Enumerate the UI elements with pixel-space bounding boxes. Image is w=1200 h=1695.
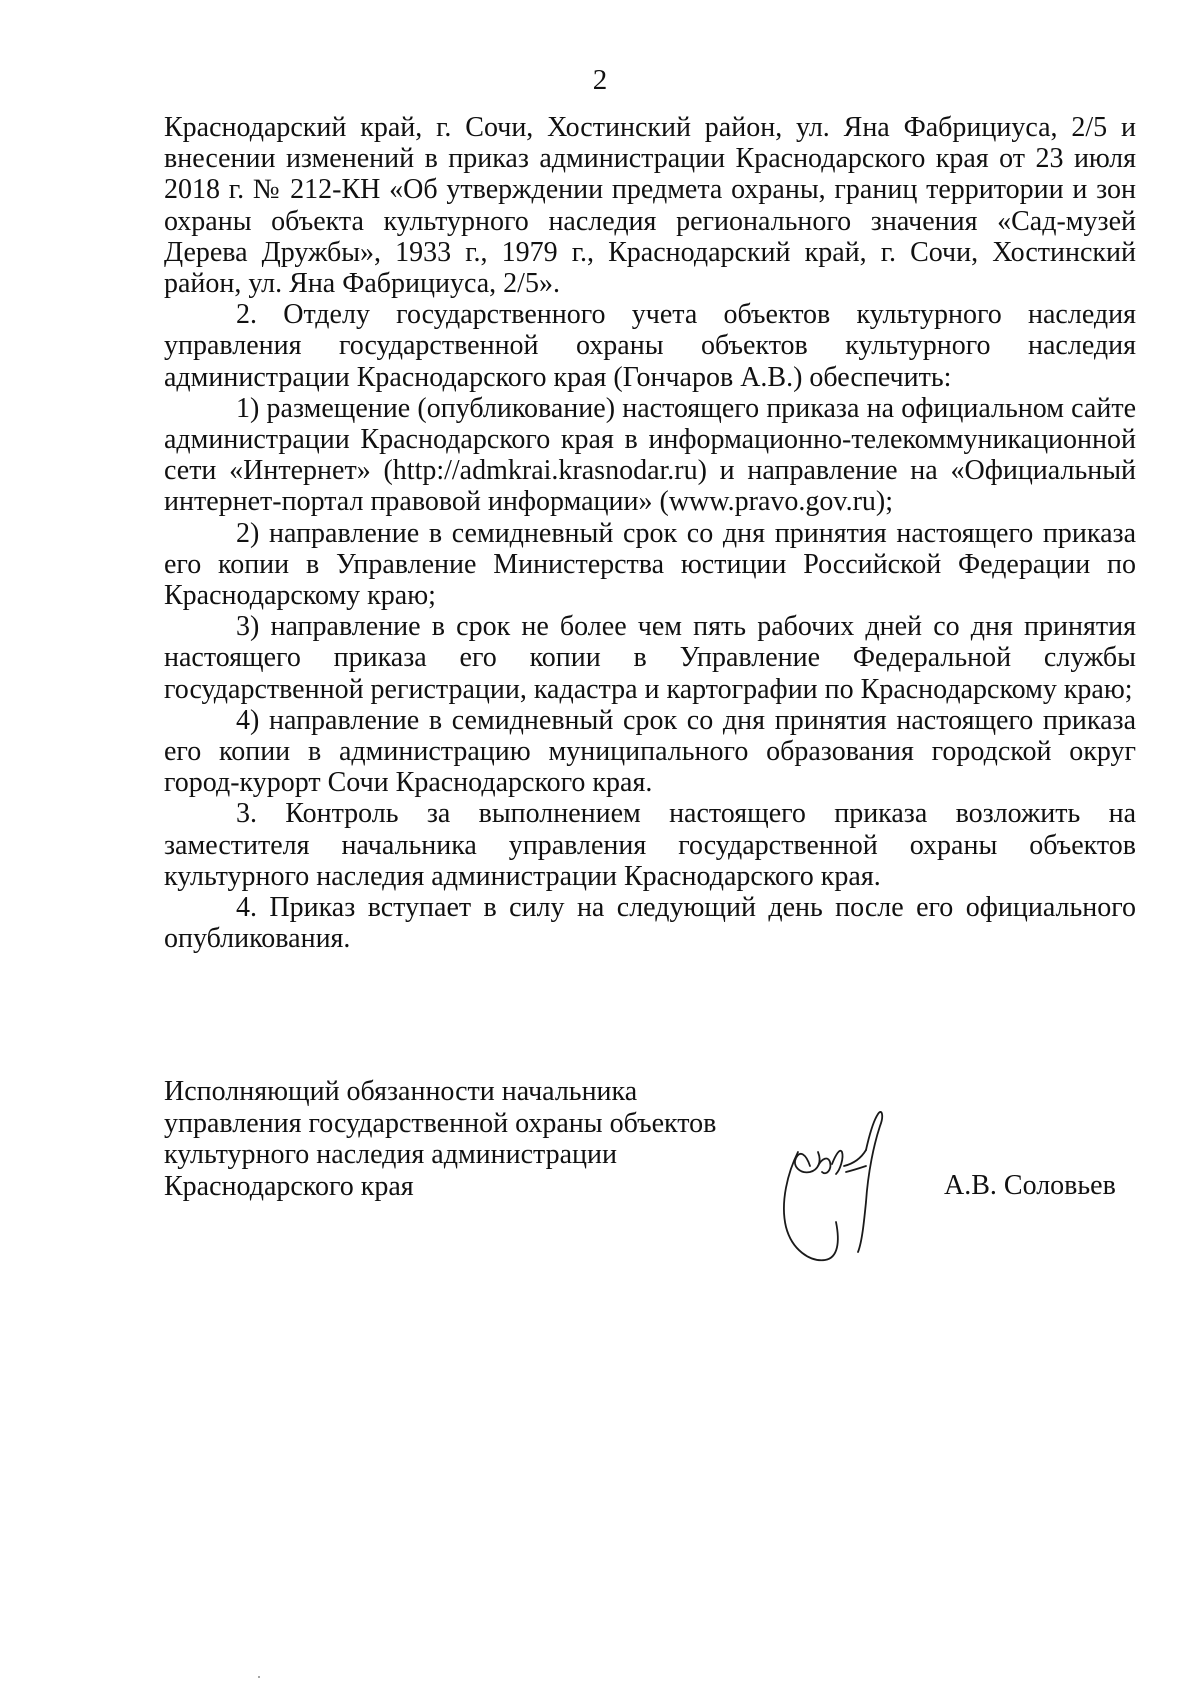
page-number: 2 [592,64,608,96]
handwritten-signature [770,1092,910,1272]
paragraph-subitem-2: 2) направление в семидневный срок со дня принятия настоящего приказа его копии в Управление Министерства юстиции Российской Федерации по Краснодарскому краю; [164,517,1136,612]
paragraph-item-3: 3. Контроль за выполнением настоящего приказа возложить на заместителя начальника управления государственной охраны объектов культурного наследия администрации Краснодарского края. [164,798,1136,892]
paragraph-item-4: 4. Приказ вступает в силу на следующий день после его официального опубликования. [164,892,1136,955]
paragraph-subitem-3: 3) направление в срок не более чем пять рабочих дней со дня принятия настоящего приказа его копии в Управление Федеральной службы государственной регистрации, кадастра и картографии по Краснодарскому краю; [164,611,1136,705]
signatory-position-line: Исполняющий обязанности начальника [164,1076,638,1107]
signatory-position-line: культурного наследия администрации [164,1139,618,1170]
paragraph-item-2: 2. Отделу государственного учета объектов культурного наследия управления государственной охраны объектов культурного наследия администрации Краснодарского края (Гончаров А.В.) обеспечить: [164,299,1136,393]
scan-speck [258,1676,260,1678]
paragraph-continuation: Краснодарский край, г. Сочи, Хостинский район, ул. Яна Фабрициуса, 2/5 и внесении изменений в приказ администрации Краснодарского края от 23 июля 2018 г. № 212-КН «Об утверждении предмета охраны, границ территории и зон охраны объекта культурного наследия регионального значения «Сад-музей Дерева Дружбы», 1933 г., 1979 г., Краснодарский край, г. Сочи, Хостинский район, ул. Яна Фабрициуса, 2/5». [164,112,1136,300]
signatory-position-line: Краснодарского края [164,1170,414,1202]
signatory-position-line: управления государственной охраны объектов [164,1107,717,1139]
signatory-position [164,1076,764,1202]
paragraph-subitem-1: 1) размещение (опубликование) настоящего приказа на официальном сайте администрации Краснодарского края в информационно-телекоммуникационной сети «Интернет» (http://admkrai.krasnodar.ru) и направление на «Официальный интернет-портал правовой информации» (www.pravo.gov.ru); [164,392,1136,518]
signatory-name: А.В. Соловьев [944,1170,1116,1201]
paragraph-subitem-4: 4) направление в семидневный срок со дня принятия настоящего приказа его копии в администрацию муниципального образования городской округ город-курорт Сочи Краснодарского края. [164,704,1136,799]
document-body [164,112,1136,954]
